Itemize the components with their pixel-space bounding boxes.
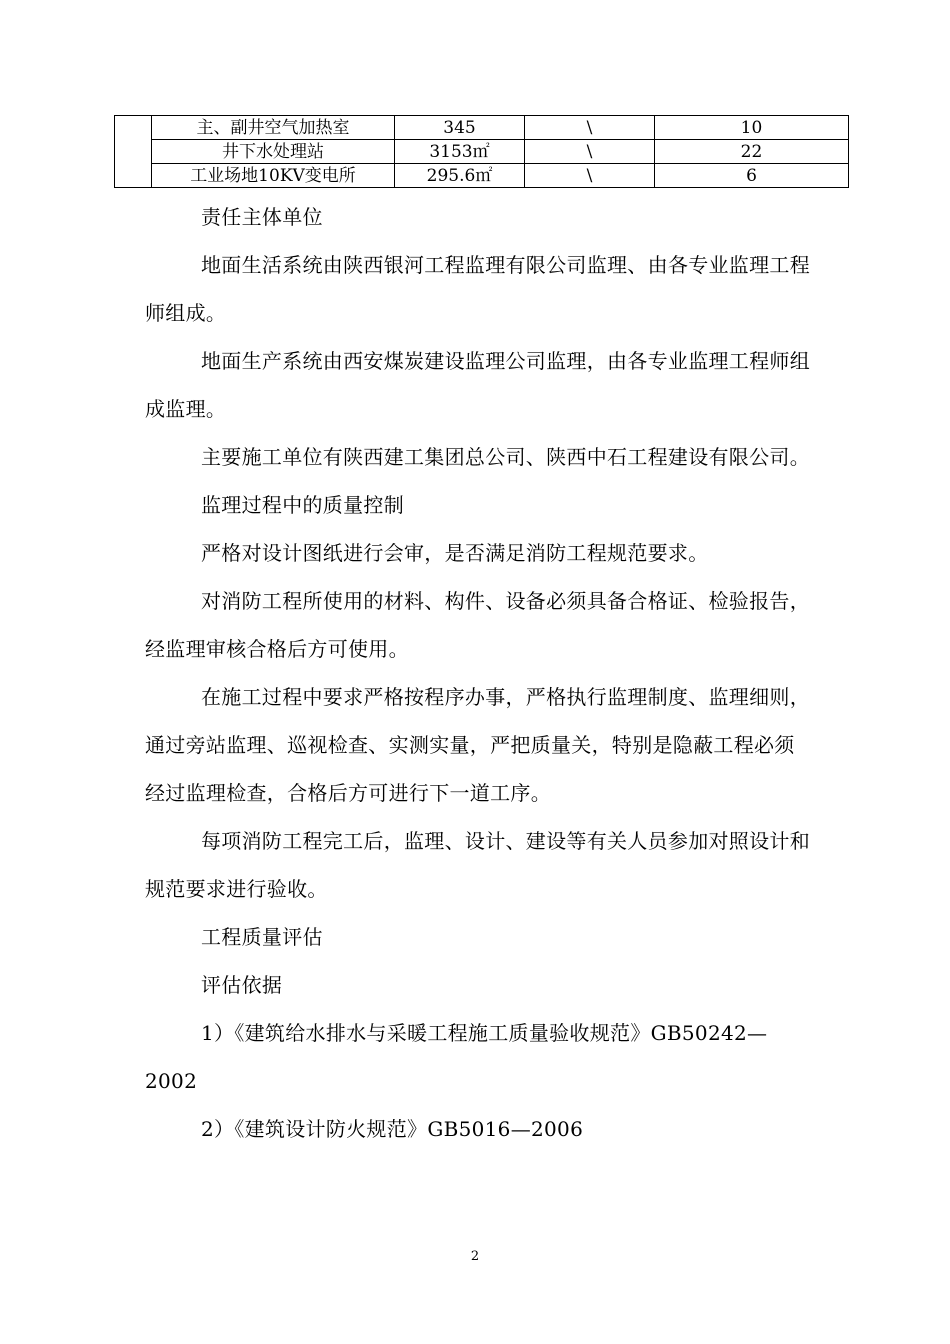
paragraph: 地面生产系统由西安煤炭建设监理公司监理，由各专业监理工程师组成监理。 — [145, 349, 810, 421]
paragraph: 主要施工单位有陕西建工集团总公司、陕西中石工程建设有限公司。 — [201, 445, 810, 469]
reference-item: 2）《建筑设计防火规范》GB5016—2006 — [201, 1117, 584, 1141]
paragraph: 在施工过程中要求严格按程序办事，严格执行监理制度、监理细则，通过旁站监理、巡视检查、实测实量，严把质量关，特别是隐蔽工程必须经过监理检查，合格后方可进行下一道工序。 — [145, 685, 810, 805]
table-row — [115, 140, 849, 164]
table-cell-count: 10 — [655, 116, 849, 140]
table-cell-name: 工业场地10KV变电所 — [152, 164, 395, 188]
facility-table — [114, 115, 849, 188]
reference-item: 1）《建筑给水排水与采暖工程施工质量验收规范》GB50242—2002 — [145, 1021, 768, 1093]
section-heading: 监理过程中的质量控制 — [201, 493, 404, 517]
table-cell-extra: \ — [525, 116, 655, 140]
paragraph: 每项消防工程完工后，监理、设计、建设等有关人员参加对照设计和规范要求进行验收。 — [145, 829, 810, 901]
paragraph: 严格对设计图纸进行会审，是否满足消防工程规范要求。 — [201, 541, 709, 565]
table-cell-name: 主、副井空气加热室 — [152, 116, 395, 140]
table-cell-area: 3153㎡ — [395, 140, 525, 164]
paragraph: 对消防工程所使用的材料、构件、设备必须具备合格证、检验报告，经监理审核合格后方可使用。 — [145, 589, 810, 661]
table-cell-area: 295.6㎡ — [395, 164, 525, 188]
section-heading: 评估依据 — [201, 973, 283, 997]
page-number: 2 — [470, 1249, 480, 1264]
section-heading: 工程质量评估 — [201, 925, 323, 949]
table-row — [115, 116, 849, 140]
body-text — [145, 193, 810, 1153]
table-cell-extra: \ — [525, 164, 655, 188]
table-cell-count: 22 — [655, 140, 849, 164]
table-cell-extra: \ — [525, 140, 655, 164]
table-cell-count: 6 — [655, 164, 849, 188]
table-cell-name: 井下水处理站 — [152, 140, 395, 164]
table-cell-area: 345 — [395, 116, 525, 140]
table-row — [115, 164, 849, 188]
section-heading: 责任主体单位 — [201, 205, 323, 229]
paragraph: 地面生活系统由陕西银河工程监理有限公司监理、由各专业监理工程师组成。 — [145, 253, 810, 325]
merged-category-cell — [115, 116, 152, 188]
